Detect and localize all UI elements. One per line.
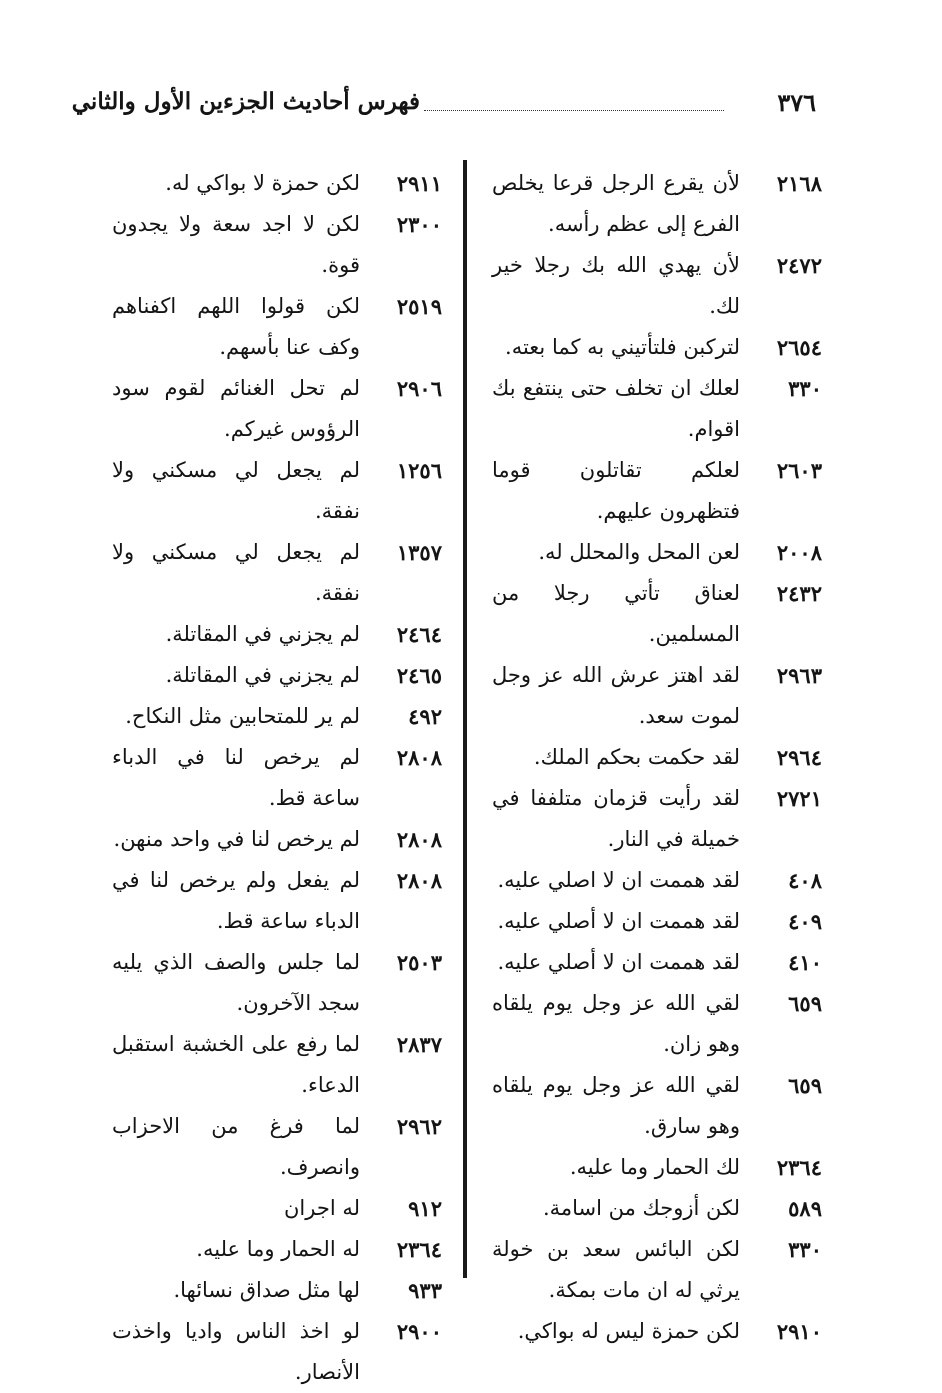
hadith-number: ٢٨٠٨ xyxy=(396,827,442,852)
index-entry xyxy=(112,1229,442,1270)
hadith-number: ٤٠٨ xyxy=(788,868,822,893)
hadith-number: ٤١٠ xyxy=(788,950,822,975)
index-entry xyxy=(492,1188,822,1229)
hadith-text: له اجران xyxy=(284,1196,360,1220)
left-column xyxy=(112,163,442,1393)
hadith-number: ٢١٦٨ xyxy=(776,171,822,196)
hadith-text: لم يجعل لي مسكني ولا نفقة. xyxy=(112,458,360,523)
hadith-number: ٣٣٠ xyxy=(788,1237,822,1262)
index-entry xyxy=(112,204,442,286)
index-entry xyxy=(492,901,822,942)
hadith-text: لك الحمار وما عليه. xyxy=(569,1155,740,1179)
hadith-number: ٢٥١٩ xyxy=(396,294,442,319)
header-dotted-rule xyxy=(424,110,724,111)
hadith-number: ٢٩٠٦ xyxy=(396,376,442,401)
hadith-text: لكن حمزة لا بواكي له. xyxy=(165,171,360,195)
hadith-text: لها مثل صداق نسائها. xyxy=(173,1278,360,1302)
hadith-number: ٦٥٩ xyxy=(788,1073,822,1098)
index-entry xyxy=(492,450,822,532)
index-entry xyxy=(112,1311,442,1393)
index-entry xyxy=(112,532,442,614)
hadith-text: لما جلس والصف الذي يليه سجد الآخرون. xyxy=(112,950,360,1015)
hadith-text: لم يجعل لي مسكني ولا نفقة. xyxy=(112,540,360,605)
hadith-text: لقد هممت ان لا أصلي عليه. xyxy=(497,909,740,933)
hadith-number: ٥٨٩ xyxy=(788,1196,822,1221)
hadith-text: لما رفع على الخشبة استقبل الدعاء. xyxy=(112,1032,360,1097)
index-entry xyxy=(492,860,822,901)
hadith-number: ٢٤٦٥ xyxy=(396,663,442,688)
hadith-number: ٢٥٠٣ xyxy=(396,950,442,975)
column-divider xyxy=(463,160,467,1278)
index-entry xyxy=(492,245,822,327)
hadith-text: لعلكم تقاتلون قوما فتظهرون عليهم. xyxy=(492,458,740,523)
hadith-text: لتركبن فلتأتيني به كما بعته. xyxy=(505,335,740,359)
hadith-text: لو اخذ الناس واديا واخذت الأنصار. xyxy=(112,1319,360,1384)
hadith-number: ٢٣٦٤ xyxy=(396,1237,442,1262)
running-title: فهرس أحاديث الجزءين الأول والثاني xyxy=(71,88,420,115)
hadith-number: ٢٧٢١ xyxy=(776,786,822,811)
hadith-text: لكن لا اجد سعة ولا يجدون قوة. xyxy=(112,212,360,277)
hadith-text: لقي الله عز وجل يوم يلقاه وهو سارق. xyxy=(492,1073,740,1138)
hadith-number: ٢٩٦٢ xyxy=(396,1114,442,1139)
hadith-text: لم يجزني في المقاتلة. xyxy=(165,622,360,646)
index-entry xyxy=(112,286,442,368)
hadith-number: ١٣٥٧ xyxy=(396,540,442,565)
hadith-number: ٢٦٠٣ xyxy=(776,458,822,483)
hadith-number: ٢٩٦٤ xyxy=(776,745,822,770)
index-entry xyxy=(492,1065,822,1147)
index-entry xyxy=(492,573,822,655)
index-entry xyxy=(492,1147,822,1188)
hadith-number: ٢٤٦٤ xyxy=(396,622,442,647)
index-entry xyxy=(492,1229,822,1311)
right-column xyxy=(492,163,822,1352)
index-entry xyxy=(112,368,442,450)
hadith-number: ٢٩٦٣ xyxy=(776,663,822,688)
index-entry xyxy=(112,1270,442,1311)
hadith-text: لقد رأيت قزمان متلففا في خميلة في النار. xyxy=(492,786,740,851)
hadith-number: ٢٣٠٠ xyxy=(396,212,442,237)
index-entry xyxy=(492,532,822,573)
index-entry xyxy=(492,737,822,778)
index-entry xyxy=(112,1188,442,1229)
hadith-number: ٢٨٠٨ xyxy=(396,868,442,893)
index-entry xyxy=(112,819,442,860)
hadith-text: لكن أزوجك من اسامة. xyxy=(542,1196,740,1220)
hadith-text: لكن البائس سعد بن خولة يرثي له ان مات بمكة. xyxy=(492,1237,740,1302)
hadith-number: ١٢٥٦ xyxy=(396,458,442,483)
hadith-text: لم يجزني في المقاتلة. xyxy=(165,663,360,687)
index-entry xyxy=(112,860,442,942)
hadith-text: لكن حمزة ليس له بواكي. xyxy=(517,1319,740,1343)
index-entry xyxy=(492,778,822,860)
hadith-text: لقد حكمت بحكم الملك. xyxy=(533,745,740,769)
hadith-number: ٤٩٢ xyxy=(408,704,442,729)
hadith-text: لعن المحل والمحلل له. xyxy=(538,540,740,564)
hadith-text: لم تحل الغنائم لقوم سود الرؤوس غيركم. xyxy=(112,376,360,441)
hadith-text: لم يرخص لنا في واحد منهن. xyxy=(113,827,360,851)
hadith-number: ٩١٢ xyxy=(408,1196,442,1221)
index-entry xyxy=(492,942,822,983)
hadith-text: لأن يهدي الله بك رجلا خير لك. xyxy=(492,253,740,318)
index-entry xyxy=(492,1311,822,1352)
index-entry xyxy=(492,163,822,245)
index-entry xyxy=(492,983,822,1065)
hadith-text: لكن قولوا اللهم اكفناهم وكف عنا بأسهم. xyxy=(112,294,360,359)
index-entry xyxy=(112,450,442,532)
hadith-number: ٢٦٥٤ xyxy=(776,335,822,360)
hadith-number: ٢٤٣٢ xyxy=(776,581,822,606)
index-entry xyxy=(112,655,442,696)
hadith-number: ٢٨٠٨ xyxy=(396,745,442,770)
hadith-text: لأن يقرع الرجل قرعا يخلص الفرع إلى عظم رأسه. xyxy=(492,171,740,236)
index-entry xyxy=(492,368,822,450)
index-entry xyxy=(112,1024,442,1106)
index-entry xyxy=(112,1106,442,1188)
hadith-text: له الحمار وما عليه. xyxy=(196,1237,360,1261)
hadith-text: لعلك ان تخلف حتى ينتفع بك اقوام. xyxy=(492,376,740,441)
hadith-number: ٢٠٠٨ xyxy=(776,540,822,565)
hadith-number: ٣٣٠ xyxy=(788,376,822,401)
hadith-text: لقد هممت ان لا أصلي عليه. xyxy=(497,950,740,974)
index-entry xyxy=(112,942,442,1024)
index-entry xyxy=(112,163,442,204)
index-entry xyxy=(112,614,442,655)
hadith-text: لقي الله عز وجل يوم يلقاه وهو زان. xyxy=(492,991,740,1056)
hadith-text: لقد هممت ان لا اصلي عليه. xyxy=(497,868,740,892)
hadith-number: ٢٩١٠ xyxy=(776,1319,822,1344)
page-header xyxy=(71,84,816,128)
hadith-number: ٢٣٦٤ xyxy=(776,1155,822,1180)
index-entry xyxy=(492,327,822,368)
hadith-text: لم ير للمتحابين مثل النكاح. xyxy=(125,704,360,728)
hadith-number: ٦٥٩ xyxy=(788,991,822,1016)
hadith-text: لعناق تأتي رجلا من المسلمين. xyxy=(492,581,740,646)
hadith-number: ٤٠٩ xyxy=(788,909,822,934)
hadith-text: لم يرخص لنا في الدباء ساعة قط. xyxy=(112,745,360,810)
hadith-text: لما فرغ من الاحزاب وانصرف. xyxy=(112,1114,360,1179)
hadith-number: ٢٨٣٧ xyxy=(396,1032,442,1057)
hadith-number: ٢٤٧٢ xyxy=(776,253,822,278)
index-entry xyxy=(112,696,442,737)
page-number: ٣٧٦ xyxy=(777,88,816,117)
index-entry xyxy=(492,655,822,737)
hadith-text: لقد اهتز عرش الله عز وجل لموت سعد. xyxy=(492,663,740,728)
hadith-number: ٢٩١١ xyxy=(396,171,442,196)
hadith-number: ٩٣٣ xyxy=(408,1278,442,1303)
index-entry xyxy=(112,737,442,819)
hadith-text: لم يفعل ولم يرخص لنا في الدباء ساعة قط. xyxy=(112,868,360,933)
hadith-number: ٢٩٠٠ xyxy=(396,1319,442,1344)
